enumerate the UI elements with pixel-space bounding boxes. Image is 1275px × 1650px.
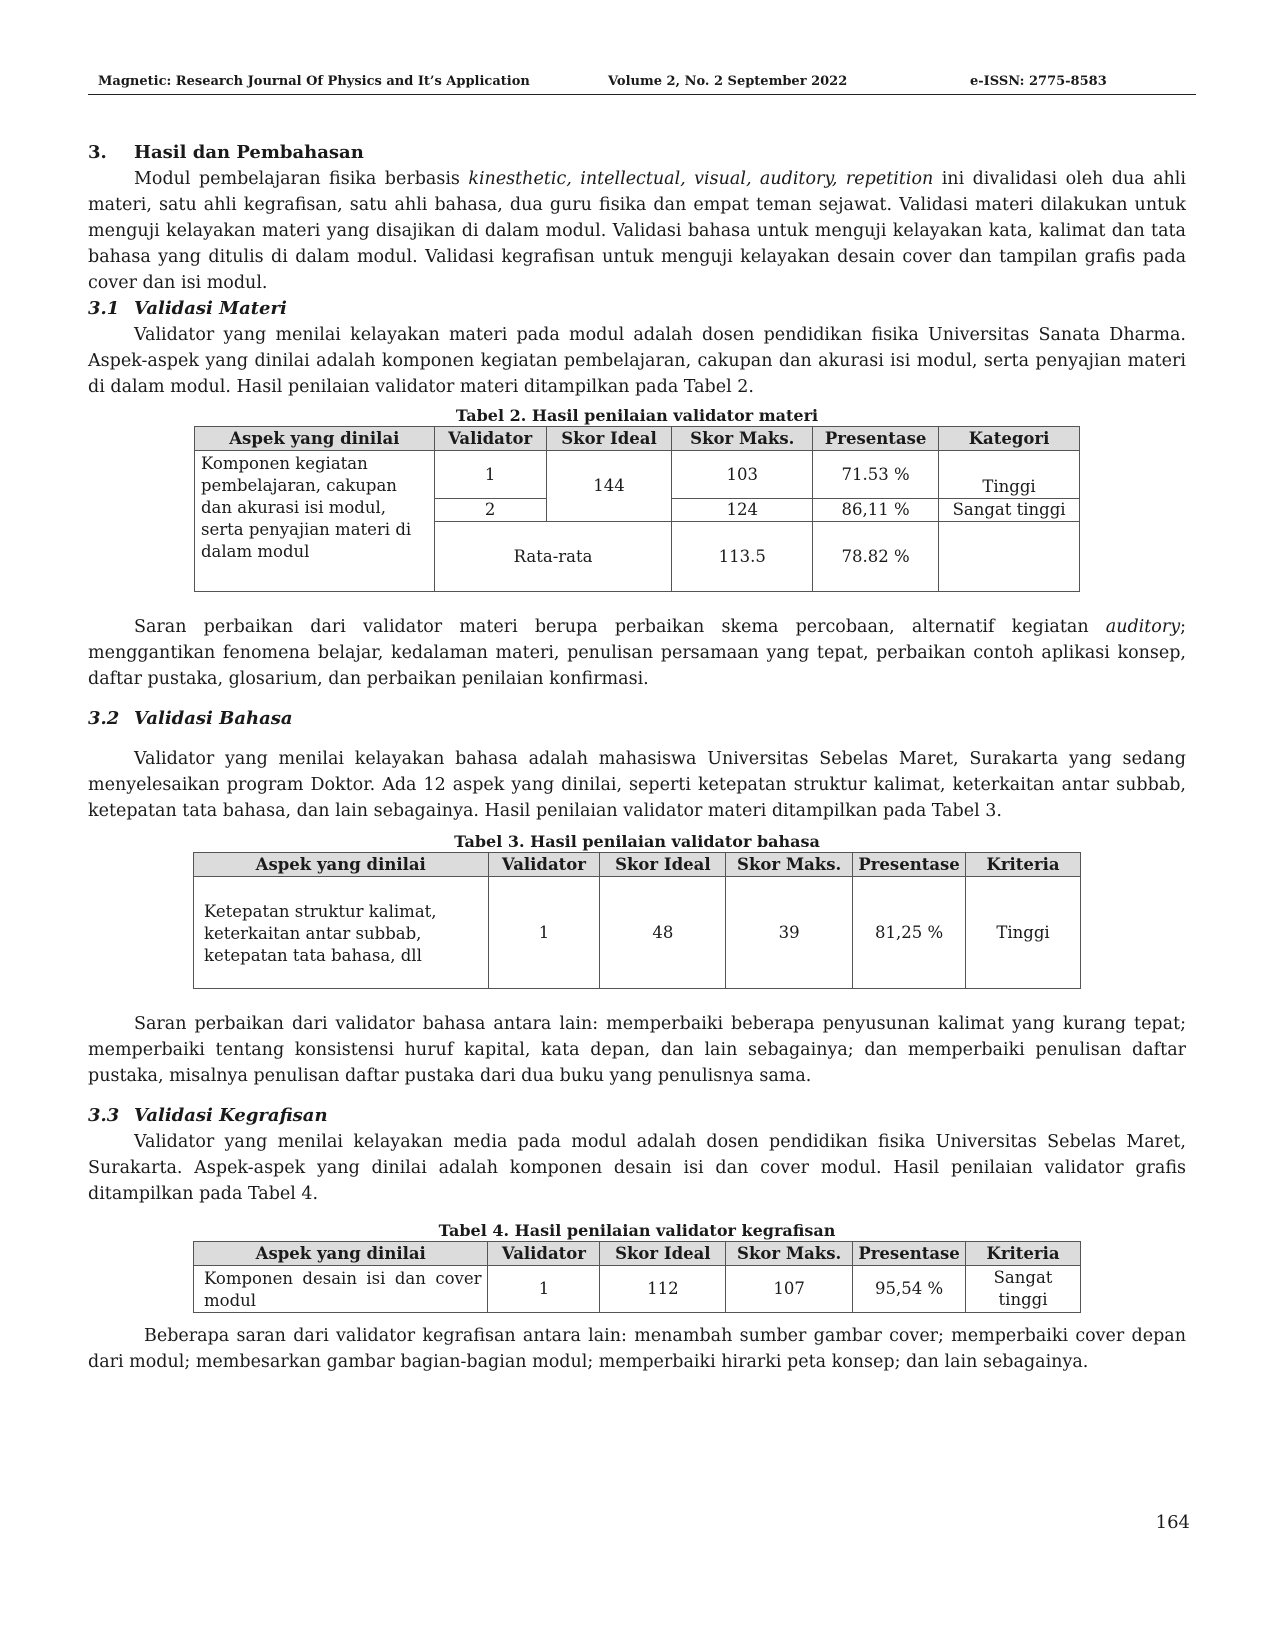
kategori-cell: Sangat tinggi — [939, 499, 1080, 522]
table4 — [193, 1241, 1081, 1313]
presentase-cell: 86,11 % — [813, 499, 939, 522]
text-run: ; menggantikan fenomena belajar, kedalaman materi, penulisan persamaan yang tepat, perbaikan contoh aplikasi konsep, daftar pustaka, glosarium, dan perbaikan penilaian konfirmasi. — [88, 617, 1186, 689]
italic-term: kinesthetic, intellectual, visual, auditory, repetition — [468, 169, 934, 189]
skor-ideal-cell: 48 — [600, 877, 726, 989]
subsection-title-text: Validasi Materi — [134, 298, 287, 319]
header-cell: Presentase — [813, 427, 939, 451]
header-cell: Skor Ideal — [600, 853, 726, 877]
section-title — [88, 140, 1186, 166]
subsection-title-text: Validasi Kegrafisan — [134, 1105, 328, 1126]
table4-caption: Tabel 4. Hasil penilaian validator kegrafisan — [438, 1221, 836, 1240]
subsection-title-3-3 — [88, 1103, 1186, 1129]
validator-cell: 1 — [488, 1266, 600, 1313]
skor-maks-cell: 124 — [672, 499, 813, 522]
table-row — [195, 451, 1080, 499]
table3-caption: Tabel 3. Hasil penilaian validator bahasa — [454, 832, 820, 851]
subsection-title-3-2 — [88, 706, 1186, 732]
text-run: Saran perbaikan dari validator materi berupa perbaikan skema percobaan, alternatif kegiatan — [134, 617, 1106, 637]
section-intro-paragraph — [88, 166, 1186, 296]
table-row — [194, 1266, 1081, 1313]
header-cell: Aspek yang dinilai — [194, 853, 489, 877]
table-header-row — [195, 427, 1080, 451]
subsection-title-text: Validasi Bahasa — [134, 708, 293, 729]
table-row — [194, 877, 1081, 989]
table-header-row — [194, 853, 1081, 877]
table2 — [194, 426, 1080, 592]
header-cell: Validator — [488, 853, 600, 877]
materi-suggestions-paragraph — [88, 614, 1186, 692]
kegrafisan-suggestions-paragraph: Beberapa saran dari validator kegrafisan antara lain: menambah sumber gambar cover; memperbaiki cover depan dari modul; membesarkan gambar bagian-bagian modul; memperbaiki hirarki peta konsep; dan lain sebagainya. — [88, 1326, 1186, 1372]
text-run: Modul pembelajaran fisika berbasis — [134, 169, 469, 189]
header-cell: Validator — [434, 427, 546, 451]
skor-maks-cell: 103 — [672, 451, 813, 499]
aspect-cell: Komponen kegiatan pembelajaran, cakupan dan akurasi isi modul, serta penyajian materi di dalam modul — [195, 451, 435, 592]
validator-cell: 1 — [488, 877, 600, 989]
kegrafisan-paragraph: Validator yang menilai kelayakan media pada modul adalah dosen pendidikan fisika Universitas Sebelas Maret, Surakarta. Aspek-aspek yang dinilai adalah komponen desain isi dan cover modul. Hasil penilaian validator grafis ditampilkan pada Tabel 4. — [88, 1132, 1186, 1204]
header-cell: Validator — [488, 1242, 600, 1266]
table2-caption: Tabel 2. Hasil penilaian validator materi — [455, 406, 819, 425]
aspect-cell: Komponen desain isi dan cover modul — [194, 1266, 488, 1313]
subsection-number: 3.2 — [88, 708, 120, 729]
skor-ideal-cell: 144 — [546, 451, 672, 522]
header-cell: Presentase — [853, 1242, 966, 1266]
header-cell: Kriteria — [966, 853, 1081, 877]
presentase-cell: 71.53 % — [813, 451, 939, 499]
header-cell: Skor Ideal — [546, 427, 672, 451]
average-skor-cell: 113.5 — [672, 522, 813, 592]
header-cell: Skor Maks. — [726, 1242, 853, 1266]
bahasa-paragraph: Validator yang menilai kelayakan bahasa adalah mahasiswa Universitas Sebelas Maret, Surakarta yang sedang menyelesaikan program Doktor. Ada 12 aspek yang dinilai, seperti ketepatan struktur kalimat, keterkaitan antar subbab, ketepatan tata bahasa, dan lain sebagainya. Hasil penilaian validator materi ditampilkan pada Tabel 3. — [88, 749, 1186, 821]
bahasa-suggestions-paragraph: Saran perbaikan dari validator bahasa antara lain: memperbaiki beberapa penyusunan kalimat yang kurang tepat; memperbaiki tentang konsistensi huruf kapital, kata depan, dan lain sebagainya; dan memperbaiki penulisan daftar pustaka, misalnya penulisan daftar pustaka dari dua buku yang penulisnya sama. — [88, 1014, 1186, 1086]
kriteria-cell: Sangat tinggi — [966, 1266, 1081, 1313]
validator-cell: 2 — [434, 499, 546, 522]
italic-term: auditory — [1105, 617, 1181, 637]
header-cell: Aspek yang dinilai — [194, 1242, 488, 1266]
journal-name: Magnetic: Research Journal Of Physics and It’s Application — [98, 74, 530, 89]
header-cell: Presentase — [853, 853, 966, 877]
subsection-number: 3.3 — [88, 1105, 120, 1126]
table3 — [193, 852, 1081, 989]
empty-cell — [939, 522, 1080, 592]
page-body — [88, 140, 1186, 1375]
header-cell: Skor Ideal — [600, 1242, 726, 1266]
header-cell: Aspek yang dinilai — [195, 427, 435, 451]
kategori-cell: Tinggi — [939, 451, 1080, 499]
running-header — [88, 72, 1196, 95]
skor-ideal-cell: 112 — [600, 1266, 726, 1313]
header-cell: Kriteria — [966, 1242, 1081, 1266]
section-title-text: Hasil dan Pembahasan — [134, 142, 364, 163]
validator-cell: 1 — [434, 451, 546, 499]
average-label-cell: Rata-rata — [434, 522, 672, 592]
volume-info: Volume 2, No. 2 September 2022 — [608, 74, 848, 89]
text-run: ini divalidasi oleh dua ahli materi, satu ahli kegrafisan, satu ahli bahasa, dua guru fisika dan empat teman sejawat. Validasi materi dilakukan untuk menguji kelayakan materi yang disajikan di dalam modul. Validasi bahasa untuk menguji kelayakan kata, kalimat dan tata bahasa yang ditulis di dalam modul. Validasi kegrafisan untuk menguji kelayakan desain cover dan tampilan grafis pada cover dan isi modul. — [88, 169, 1186, 293]
materi-paragraph: Validator yang menilai kelayakan materi pada modul adalah dosen pendidikan fisika Universitas Sanata Dharma. Aspek-aspek yang dinilai adalah komponen kegiatan pembelajaran, cakupan dan akurasi isi modul, serta penyajian materi di dalam modul. Hasil penilaian validator materi ditampilkan pada Tabel 2. — [88, 325, 1186, 397]
kriteria-cell: Tinggi — [966, 877, 1081, 989]
presentase-cell: 95,54 % — [853, 1266, 966, 1313]
subsection-number: 3.1 — [88, 298, 120, 319]
skor-maks-cell: 107 — [726, 1266, 853, 1313]
header-cell: Kategori — [939, 427, 1080, 451]
average-presentase-cell: 78.82 % — [813, 522, 939, 592]
header-cell: Skor Maks. — [726, 853, 853, 877]
subsection-title-3-1 — [88, 296, 1186, 322]
page-number: 164 — [1155, 1512, 1190, 1533]
presentase-cell: 81,25 % — [853, 877, 966, 989]
skor-maks-cell: 39 — [726, 877, 853, 989]
issn: e-ISSN: 2775-8583 — [970, 74, 1107, 89]
header-cell: Skor Maks. — [672, 427, 813, 451]
section-number: 3. — [88, 142, 107, 163]
aspect-cell: Ketepatan struktur kalimat, keterkaitan antar subbab, ketepatan tata bahasa, dll — [194, 877, 489, 989]
table-header-row — [194, 1242, 1081, 1266]
